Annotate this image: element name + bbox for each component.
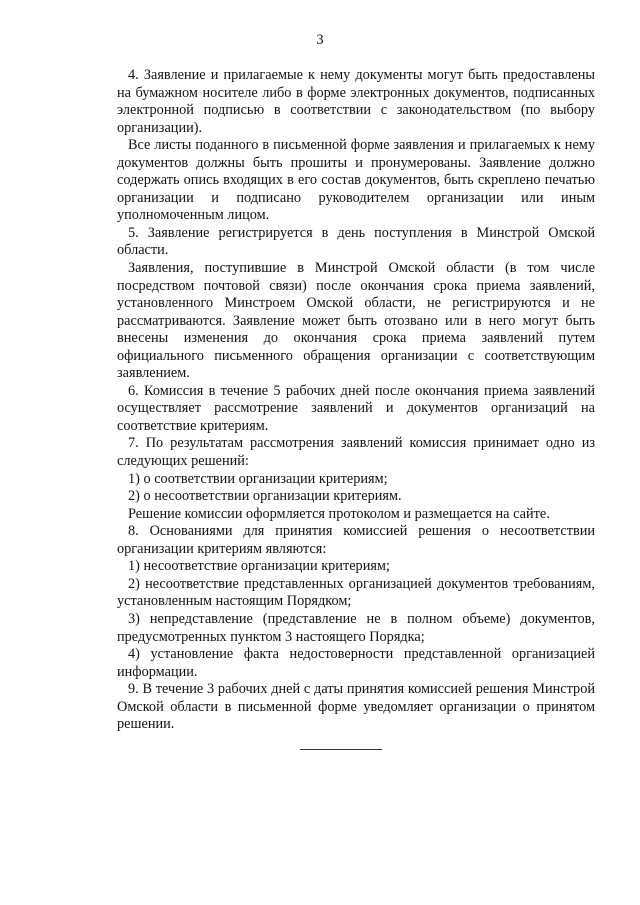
- paragraph-8-grounds: 8. Основаниями для принятия комиссией решения о несоответствии организации критериям являются:: [117, 523, 595, 557]
- list-item-ground-1: 1) несоответствие организации критериям;: [128, 558, 390, 575]
- paragraph-4-submission-forms: 4. Заявление и прилагаемые к нему документы могут быть предоставлены на бумажном носителе либо в форме электронных документов, подписанных электронной подписью в соответствии с законодательством (по выбору организации).: [117, 67, 595, 136]
- list-item-ground-2: 2) несоответствие представленных организацией документов требованиям, установленным настоящим Порядком;: [117, 575, 595, 610]
- paragraph-sheet-requirements: Все листы поданного в письменной форме заявления и прилагаемых к нему документов должны быть прошиты и пронумерованы. Заявление должно содержать опись входящих в его состав документов, быть скреплено печатью организации и подписано руководителем организации или иным уполномоченным лицом.: [117, 137, 595, 224]
- list-item-decision-noncompliance: 2) о несоответствии организации критериям.: [128, 488, 402, 505]
- paragraph-9-notification: 9. В течение 3 рабочих дней с даты принятия комиссией решения Минстрой Омской области в письменной форме уведомляет организации о принятом решении.: [117, 681, 595, 733]
- list-item-ground-4: 4) установление факта недостоверности представленной организацией информации.: [117, 646, 595, 680]
- paragraph-5-registration: 5. Заявление регистрируется в день поступления в Минстрой Омской области.: [117, 224, 595, 259]
- list-item-decision-compliance: 1) о соответствии организации критериям;: [128, 470, 388, 487]
- closing-divider-line: [300, 749, 382, 750]
- document-body: [117, 67, 595, 734]
- paragraph-protocol: Решение комиссии оформляется протоколом и размещается на сайте.: [128, 505, 550, 522]
- paragraph-late-applications: Заявления, поступившие в Минстрой Омской области (в том числе посредством почтовой связи) после окончания срока приема заявлений, установленного Минстроем Омской области, не регистрируются и не рассматриваются. Заявление может быть отозвано или в него могут быть внесены изменения до окончания срока приема заявлений путем официального письменного обращения организации с соответствующим заявлением.: [117, 260, 595, 382]
- page-number: 3: [316, 32, 324, 48]
- paragraph-7-decisions: 7. По результатам рассмотрения заявлений комиссия принимает одно из следующих решений:: [117, 435, 595, 470]
- paragraph-6-commission-review: 6. Комиссия в течение 5 рабочих дней после окончания приема заявлений осуществляет рассмотрение заявлений и документов организаций на соответствие критериям.: [117, 382, 595, 434]
- list-item-ground-3: 3) непредставление (представление не в полном объеме) документов, предусмотренных пунктом 3 настоящего Порядка;: [117, 610, 595, 645]
